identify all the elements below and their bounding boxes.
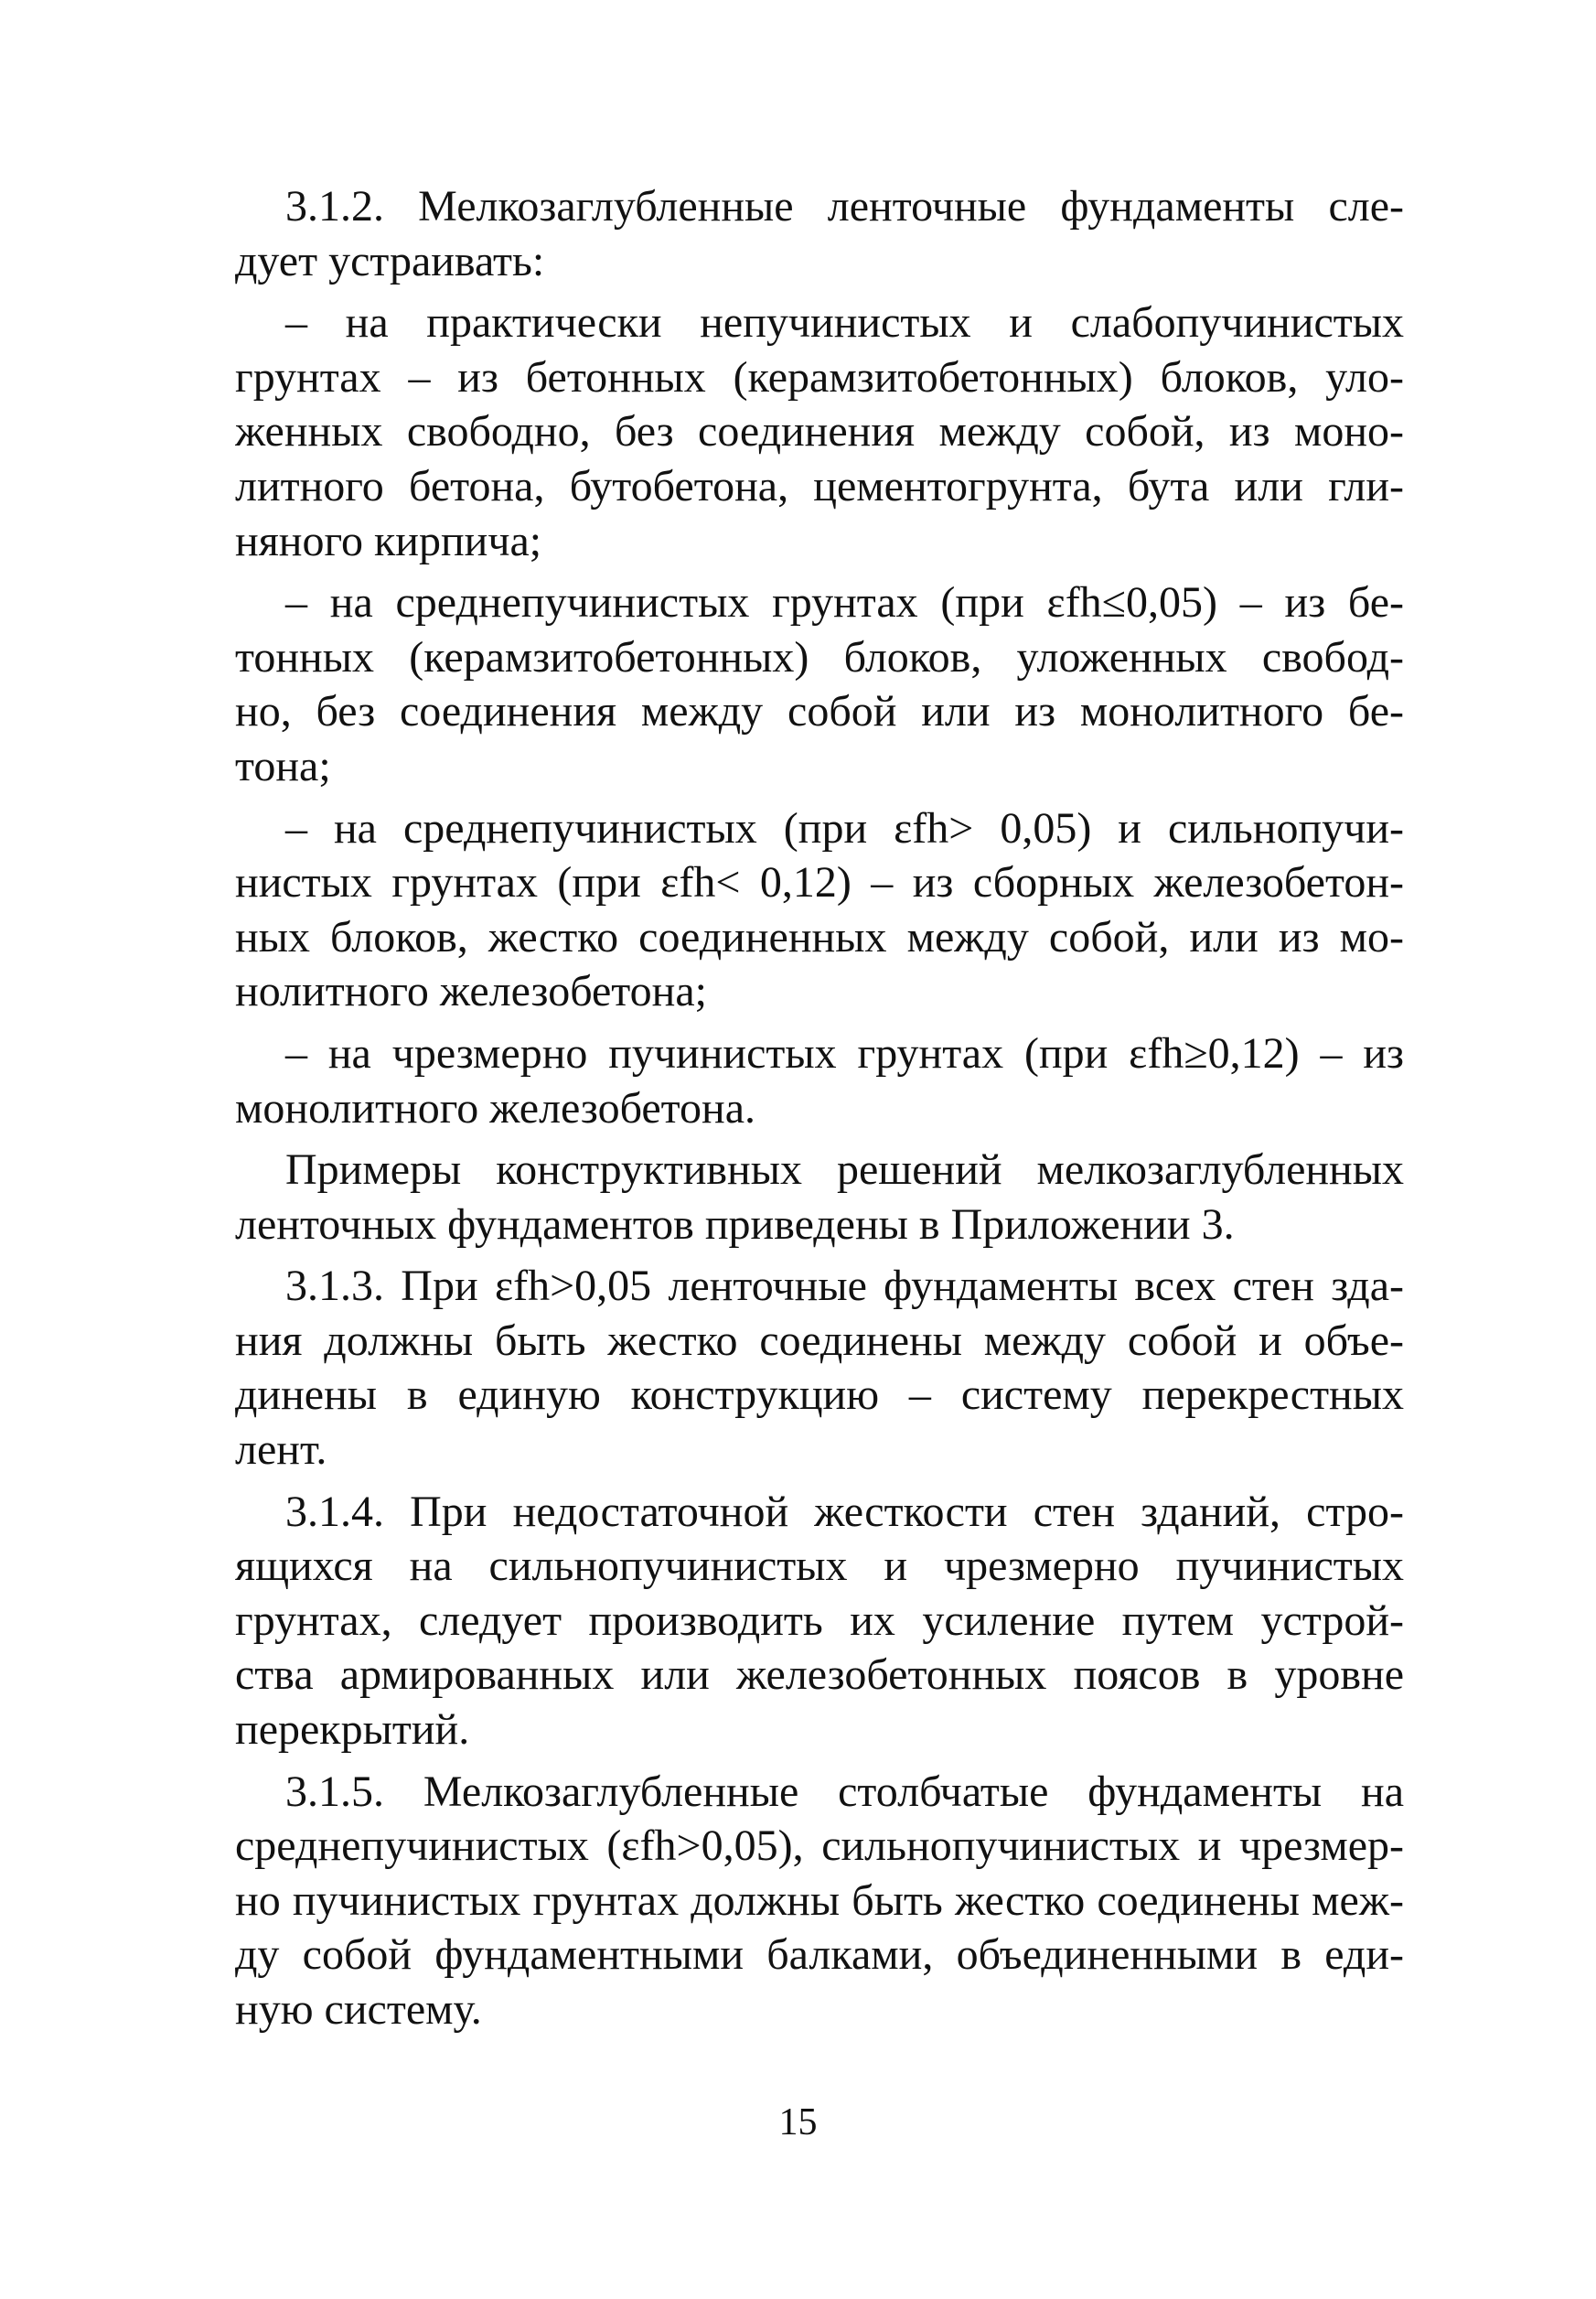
text-line: 3.1.2. Мелкозаглубленные ленточные фундаменты сле-: [285, 182, 1404, 231]
paragraph-gap: [235, 1135, 1404, 1143]
text-line: грунтах, следует производить их усиление путем устрой-: [235, 1595, 1404, 1645]
text-line: – на среднепучинистых (при εfh> 0,05) и сильнопучи-: [285, 803, 1404, 853]
paragraph-gap: [235, 1757, 1404, 1765]
text-line: – на чрезмерно пучинистых грунтах (при εfh≥0,12) – из: [285, 1028, 1404, 1078]
paragraph-p-3-1-5: [235, 1765, 1404, 2037]
paragraph-p-examples: [235, 1143, 1404, 1252]
text-line: нистых грунтах (при εfh< 0,12) – из сборных железобетон-: [235, 858, 1404, 908]
text-line: ленточных фундаментов приведены в Приложении 3.: [235, 1199, 1235, 1249]
text-line: Примеры конструктивных решений мелкозаглубленных: [285, 1145, 1404, 1195]
text-line: женных свободно, без соединения между собой, из моно-: [235, 407, 1404, 457]
text-line: среднепучинистых (εfh>0,05), сильнопучинистых и чрезмер-: [235, 1821, 1404, 1871]
paragraph-p-item-3: [235, 801, 1404, 1019]
paragraph-gap: [235, 794, 1404, 801]
paragraph-p-item-2: [235, 575, 1404, 793]
text-line: но пучинистых грунтах должны быть жестко соединены меж-: [235, 1875, 1404, 1925]
text-line: ную систему.: [235, 1985, 482, 2034]
text-line: 3.1.4. При недостаточной жесткости стен зданий, стро-: [285, 1487, 1404, 1536]
page-number: 15: [778, 2101, 818, 2143]
paragraph-p-item-4: [235, 1026, 1404, 1135]
text-line: лент.: [235, 1425, 327, 1475]
text-line: нолитного железобетона;: [235, 967, 707, 1016]
paragraph-p-item-1: [235, 295, 1404, 568]
paragraph-gap: [235, 1477, 1404, 1485]
text-line: 3.1.5. Мелкозаглубленные столбчатые фундаменты на: [285, 1767, 1404, 1816]
text-line: ящихся на сильнопучинистых и чрезмерно пучинистых: [235, 1542, 1404, 1591]
paragraph-gap: [235, 1252, 1404, 1259]
text-line: – на среднепучинистых грунтах (при εfh≤0,05) – из бе-: [285, 578, 1404, 628]
text-line: грунтах – из бетонных (керамзитобетонных) блоков, уло-: [235, 352, 1404, 402]
text-line: монолитного железобетона.: [235, 1083, 756, 1133]
text-line: перекрытий.: [235, 1705, 470, 1755]
body-text: [235, 179, 1404, 2037]
paragraph-p-3-1-4: [235, 1485, 1404, 1757]
paragraph-gap: [235, 1019, 1404, 1026]
text-line: тонных (керамзитобетонных) блоков, уложенных свобод-: [235, 632, 1404, 682]
text-line: ду собой фундаментными балками, объединенными в еди-: [235, 1930, 1404, 1980]
paragraph-p-3-1-3: [235, 1259, 1404, 1477]
text-line: – на практически непучинистых и слабопучинистых: [285, 298, 1404, 348]
paragraph-gap: [235, 568, 1404, 575]
text-line: динены в единую конструкцию – систему перекрестных: [235, 1370, 1404, 1420]
text-line: ных блоков, жестко соединенных между собой, или из мо-: [235, 912, 1404, 961]
text-line: 3.1.3. При εfh>0,05 ленточные фундаменты всех стен зда-: [285, 1262, 1404, 1311]
text-line: тона;: [235, 741, 331, 790]
text-line: дует устраивать:: [235, 236, 545, 285]
text-line: литного бетона, бутобетона, цементогрунта, бута или гли-: [235, 461, 1404, 510]
text-line: ния должны быть жестко соединены между собой и объе-: [235, 1316, 1404, 1365]
text-line: ства армированных или железобетонных поясов в уровне: [235, 1650, 1404, 1700]
text-line: но, без соединения между собой или из монолитного бе-: [235, 687, 1404, 736]
paragraph-p-3-1-2: [235, 179, 1404, 288]
text-line: няного кирпича;: [235, 516, 542, 565]
paragraph-gap: [235, 288, 1404, 295]
